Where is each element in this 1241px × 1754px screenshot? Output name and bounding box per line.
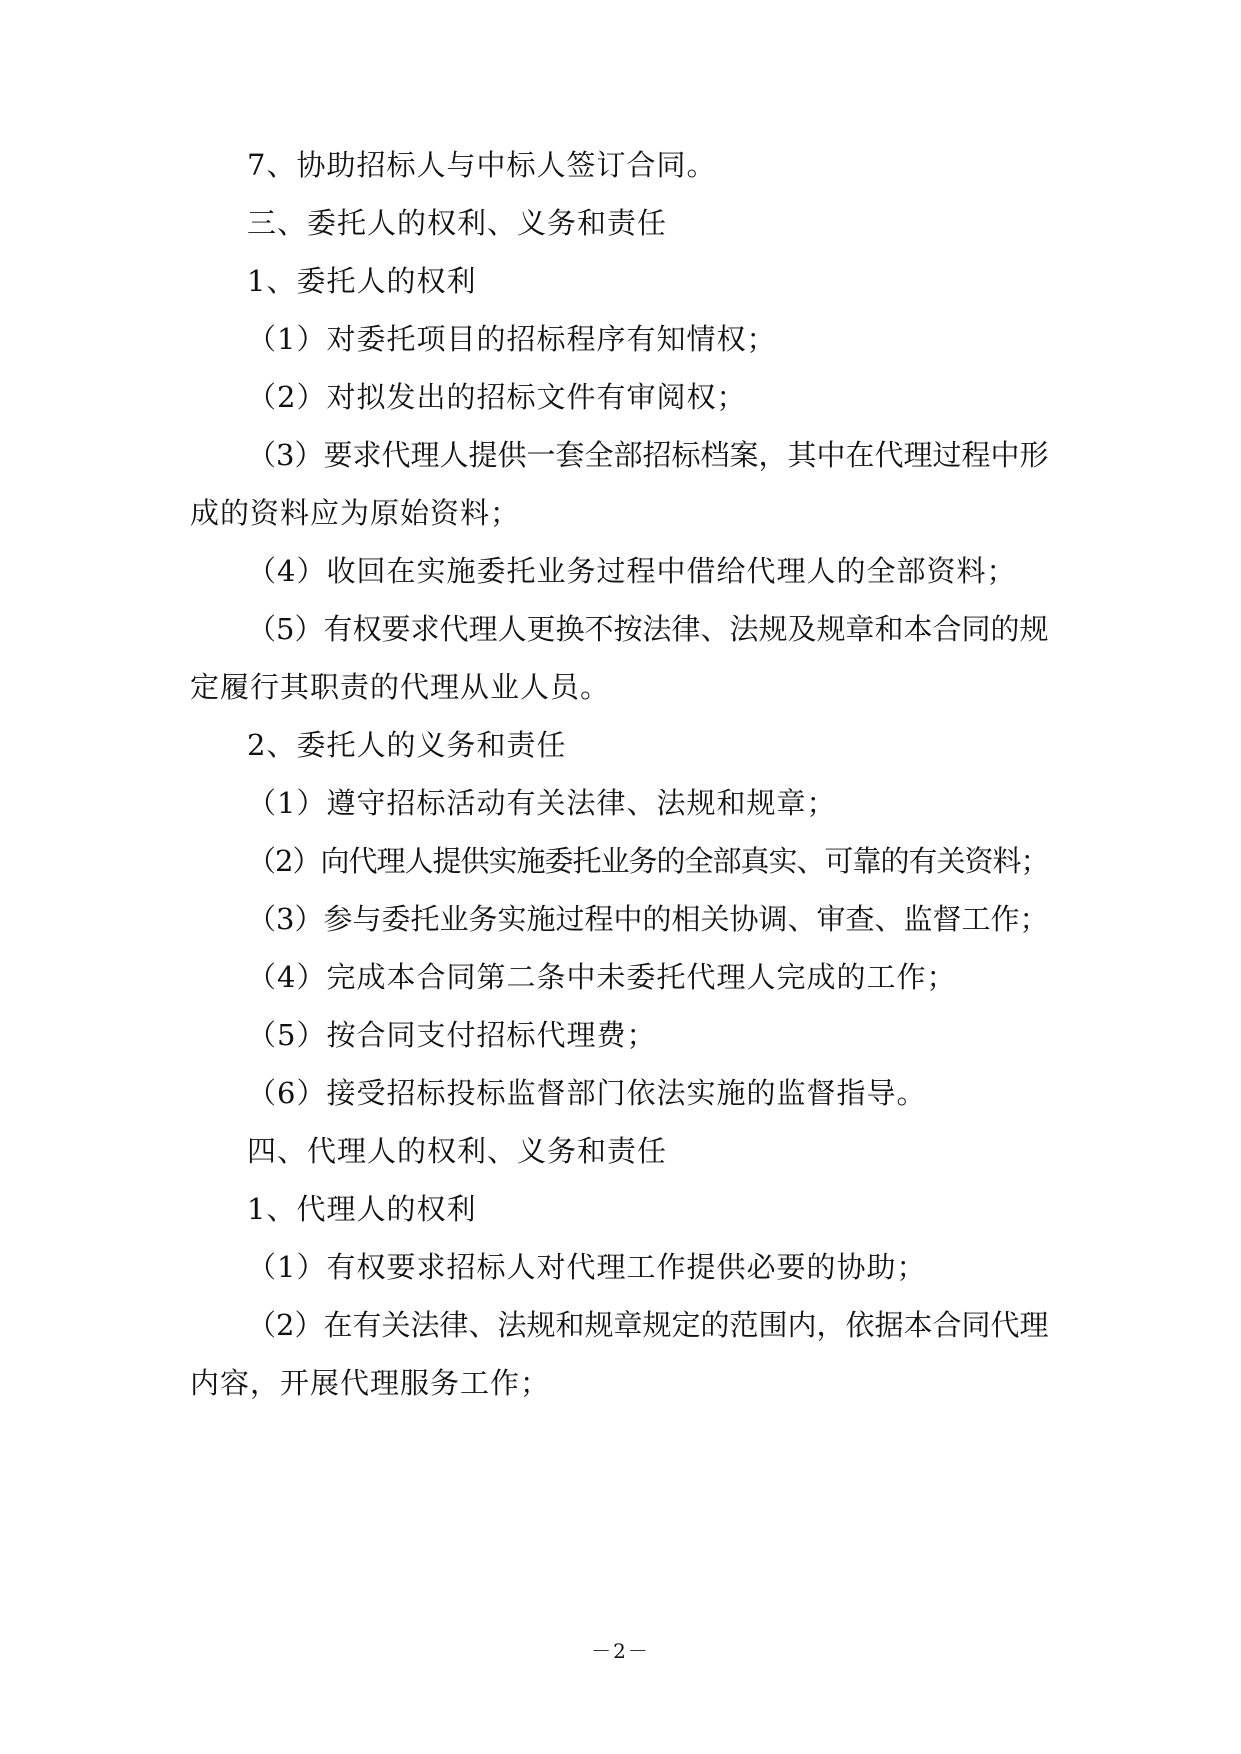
section-heading: 四、代理人的权利、义务和责任 — [247, 1134, 668, 1168]
list-item: （4）收回在实施委托业务过程中借给代理人的全部资料； — [247, 554, 1017, 588]
subsection-heading: 1、代理人的权利 — [247, 1192, 477, 1226]
page-number: －2－ — [591, 1639, 650, 1663]
list-item: （2）在有关法律、法规和规章规定的范围内，依据本合同代理 — [247, 1308, 1049, 1342]
list-item: （4）完成本合同第二条中未委托代理人完成的工作； — [247, 960, 957, 994]
list-item-continuation: 成的资料应为原始资料； — [190, 496, 521, 530]
list-item: （2）对拟发出的招标文件有审阅权； — [247, 380, 747, 414]
list-item: （1）有权要求招标人对代理工作提供必要的协助； — [247, 1250, 927, 1284]
list-item: （3）参与委托业务实施过程中的相关协调、审查、监督工作； — [247, 902, 1049, 936]
list-item-continuation: 定履行其职责的代理从业人员。 — [190, 670, 611, 704]
section-heading: 三、委托人的权利、义务和责任 — [247, 206, 668, 240]
subsection-heading: 1、委托人的权利 — [247, 264, 477, 298]
subsection-heading: 2、委托人的义务和责任 — [247, 728, 567, 762]
list-item: （1）遵守招标活动有关法律、法规和规章； — [247, 786, 837, 820]
list-item-continuation: 内容，开展代理服务工作； — [190, 1366, 551, 1400]
list-item: （6）接受招标投标监督部门依法实施的监督指导。 — [247, 1076, 927, 1110]
list-item: （3）要求代理人提供一套全部招标档案，其中在代理过程中形 — [247, 438, 1049, 472]
list-item: （5）按合同支付招标代理费； — [247, 1018, 657, 1052]
text-line: 7、协助招标人与中标人签订合同。 — [247, 148, 717, 182]
list-item: （2）向代理人提供实施委托业务的全部真实、可靠的有关资料； — [247, 844, 1049, 878]
list-item: （1）对委托项目的招标程序有知情权； — [247, 322, 777, 356]
list-item: （5）有权要求代理人更换不按法律、法规及规章和本合同的规 — [247, 612, 1049, 646]
